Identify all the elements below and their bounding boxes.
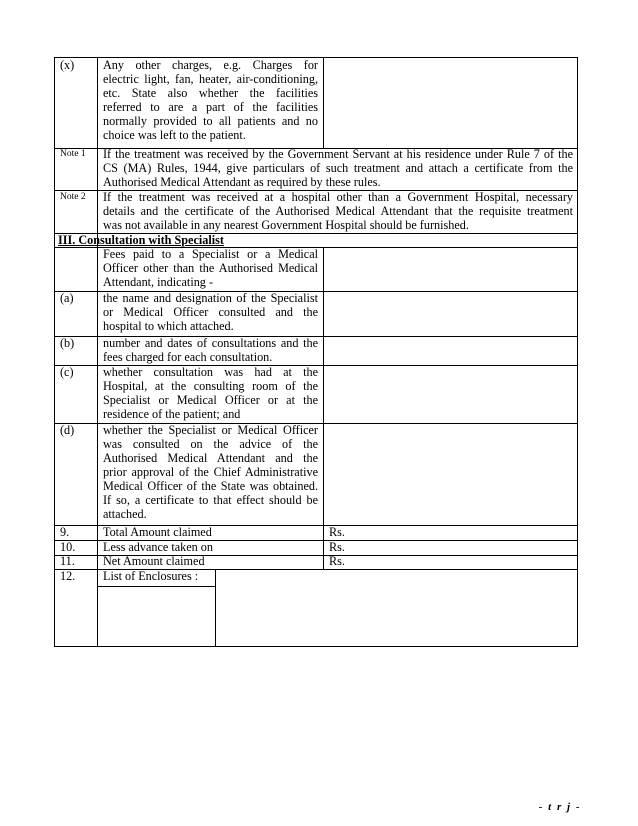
item-b-number: (b) xyxy=(60,336,75,350)
row-11-amount: Rs. xyxy=(329,554,345,568)
rule-enclosures-col xyxy=(215,569,216,647)
section-heading: III. Consultation with Specialist xyxy=(58,233,224,247)
item-d-number: (d) xyxy=(60,423,75,437)
item-a-line: or Medical Officer consulted and the xyxy=(103,306,318,319)
rule-col1 xyxy=(97,57,98,647)
item-d-line: Medical Officer of the State was obtained. xyxy=(103,480,318,493)
item-b-line: fees charged for each consultation. xyxy=(103,350,273,364)
item-d-line: attached. xyxy=(103,507,147,521)
item-b-line: number and dates of consultations and the xyxy=(103,337,318,350)
item-c-number: (c) xyxy=(60,365,74,379)
row-10-number: 10. xyxy=(60,540,76,554)
note2-line: was not available in any nearest Government Hospital should be furnished. xyxy=(103,218,469,232)
row-9-number: 9. xyxy=(60,525,70,539)
note2-label: Note 2 xyxy=(60,192,86,202)
row-x-line: referred to are a part of the facilities xyxy=(103,101,318,114)
item-c-line: whether consultation was had at the xyxy=(103,366,318,379)
item-c-line: residence of the patient; and xyxy=(103,407,241,421)
item-d-line: was consulted on the advice of the xyxy=(103,438,318,451)
item-d-line: whether the Specialist or Medical Officer xyxy=(103,424,318,437)
row-x-line: choice was left to the patient. xyxy=(103,128,246,142)
row-x-line: Any other charges, e.g. Charges for xyxy=(103,59,318,72)
row-11-number: 11. xyxy=(60,554,75,568)
rule-col2-upper xyxy=(323,57,324,148)
row-10-amount: Rs. xyxy=(329,540,345,554)
note1-line: CS (MA) Rules, 1944, give particulars of such treatment and attach a certificate from the xyxy=(103,162,573,175)
intro-line: Attendant, indicating - xyxy=(103,275,213,289)
row-11-label: Net Amount claimed xyxy=(103,554,205,568)
row-9-amount: Rs. xyxy=(329,525,345,539)
item-a-line: the name and designation of the Specialist xyxy=(103,292,318,305)
item-d-line: Authorised Medical Attendant and the xyxy=(103,452,318,465)
intro-line: Officer other than the Authorised Medical xyxy=(103,262,318,275)
row-10-label: Less advance taken on xyxy=(103,540,213,554)
note2-line: If the treatment was received at a hospital other than a Government Hospital, necessary xyxy=(103,191,573,204)
rule-enclosures-inner xyxy=(97,586,215,587)
row-x-line: normally provided to all patients and no xyxy=(103,115,318,128)
item-a-number: (a) xyxy=(60,291,74,305)
note1-label: Note 1 xyxy=(60,149,86,159)
note1-line: Authorised Medical Attendant as required by these rules. xyxy=(103,175,381,189)
item-d-line: If so, a certificate to that effect should be xyxy=(103,494,318,507)
item-d-line: prior approval of the Chief Administrative xyxy=(103,466,318,479)
enclosures-label: List of Enclosures : xyxy=(103,569,199,583)
item-c-line: Hospital, at the consulting room of the xyxy=(103,380,318,393)
page-footer: - t r j - xyxy=(538,801,581,813)
row-x-number: (x) xyxy=(60,58,75,72)
item-a-line: hospital to which attached. xyxy=(103,319,234,333)
item-c-line: Specialist or Medical Officer or at the xyxy=(103,394,318,407)
note1-line: If the treatment was received by the Government Servant at his residence under Rule 7 of the xyxy=(103,148,573,161)
rule-col2-lower xyxy=(323,247,324,569)
note2-line: details and the certificate of the Authorised Medical Attendant that the requisite treatment xyxy=(103,205,573,218)
row-12-number: 12. xyxy=(60,569,76,583)
row-x-line: electric light, fan, heater, air-conditioning, xyxy=(103,73,318,86)
intro-line: Fees paid to a Specialist or a Medical xyxy=(103,248,318,261)
row-9-label: Total Amount claimed xyxy=(103,525,212,539)
row-x-line: etc. State also whether the facilities xyxy=(103,87,318,100)
